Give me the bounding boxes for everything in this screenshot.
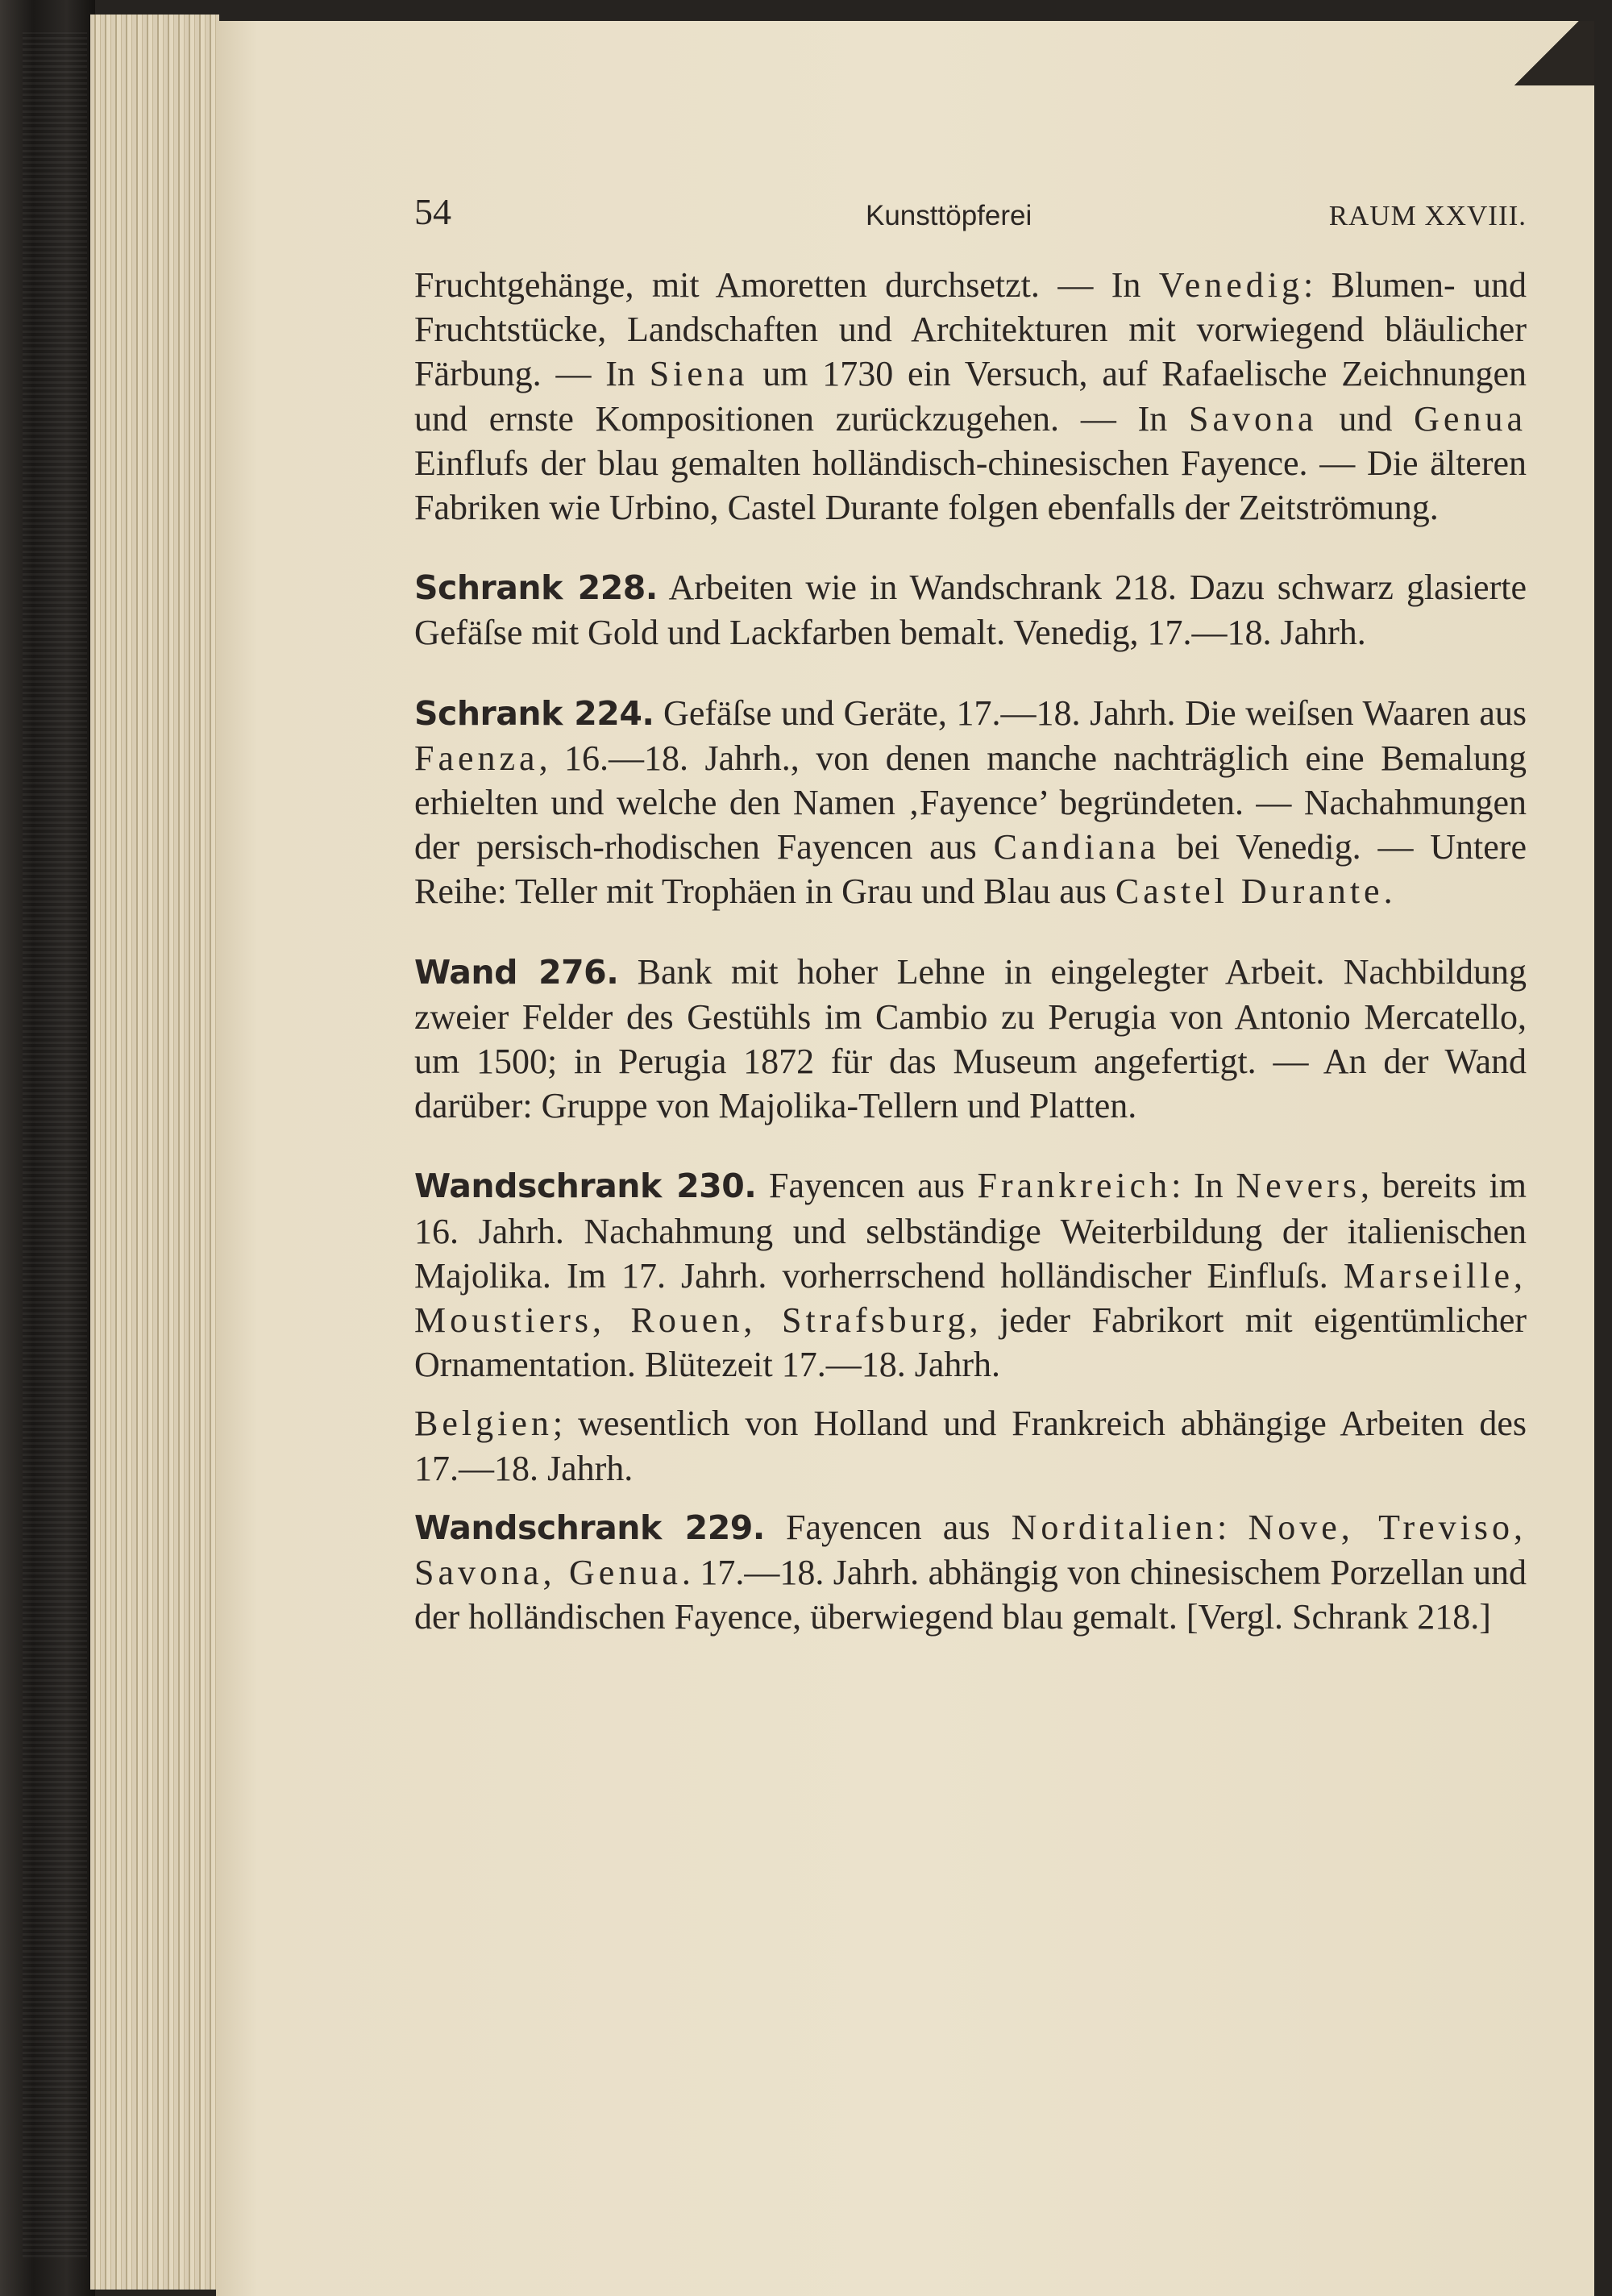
- entry-label: Schrank 228.: [414, 568, 658, 608]
- entry-wand-276: Wand 276. Bank mit hoher Lehne in eingelegter Arbeit. Nachbildung zweier Felder des Gestühls im Cambio zu Perugia von Antonio Mercatello, um 1500; in Perugia 1872 für das Museum angefertigt. — An der Wand darüber: Gruppe von Majolika-Tellern und Platten.: [414, 951, 1527, 1126]
- book-spine: [0, 0, 95, 2296]
- page-corner: [1514, 21, 1594, 85]
- entry-label: Wandschrank 230.: [414, 1167, 757, 1206]
- intro-paragraph: Fruchtgehänge, mit Amoretten durchsetzt. — In Venedig: Blumen- und Fruchtstücke, Landschaften und Architekturen mit vorwiegend bläulicher Färbung. — In Siena um 1730 ein Versuch, auf Rafaelische Zeichnungen und ernste Kompositionen zurückzugehen. — In Savona und Genua Einflufs der blau gemalten holländisch-chinesischen Fayence. — Die älteren Fabriken wie Urbino, Castel Durante folgen ebenfalls der Zeitströmung.: [414, 265, 1527, 528]
- entry-schrank-228: Schrank 228. Arbeiten wie in Wandschrank 218. Dazu schwarz glasierte Gefäſse mit Gold und Lackfarben bemalt. Venedig, 17.—18. Jahrh.: [414, 568, 1527, 653]
- page-header: [414, 173, 1527, 243]
- entry-wandschrank-230: Wandschrank 230. Fayencen aus Frankreich: In Nevers, bereits im 16. Jahrh. Nachahmung und selbständige Weiterbildung der italienischen Majolika. Im 17. Jahrh. vorherrschend holländischer Einfluſs. Marseille, Moustiers, Rouen, Strafsburg, jeder Fabrikort mit eigentümlicher Ornamentation. Blütezeit 17.—18. Jahrh.: [414, 1166, 1527, 1385]
- spine-texture: [23, 32, 87, 2257]
- running-title: Kunsttöpferei: [866, 200, 1032, 231]
- entry-label: Wand 276.: [414, 952, 619, 992]
- entry-wandschrank-229: Wandschrank 229. Fayencen aus Norditalien: Nove, Treviso, Savona, Genua. 17.—18. Jahrh. abhängig von chinesischem Porzellan und der holländischen Fayence, überwiegend blau gemalt. [Vergl. Schrank 218.]: [414, 1507, 1527, 1637]
- entry-belgien: Belgien; wesentlich von Holland und Frankreich abhängige Arbeiten des 17.—18. Jahrh.: [414, 1404, 1527, 1488]
- page-number: 54: [414, 191, 451, 232]
- entry-label: Schrank 224.: [414, 693, 654, 733]
- entry-schrank-224: Schrank 224. Gefäſse und Geräte, 17.—18. Jahrh. Die weiſsen Waaren aus Faenza, 16.—18. Jahrh., von denen manche nachträglich eine Bemalung erhielten und welche den Namen ‚Fayence’ begründeten. — Nachahmungen der persisch-rhodischen Fayencen aus Candiana bei Venedig. — Untere Reihe: Teller mit Trophäen in Grau und Blau aus Castel Durante.: [414, 693, 1527, 912]
- page-text-block: [414, 173, 1527, 1639]
- section-label: RAUM XXVIII.: [1328, 200, 1527, 231]
- page-edges: [90, 15, 219, 2290]
- entry-label: Wandschrank 229.: [414, 1508, 765, 1547]
